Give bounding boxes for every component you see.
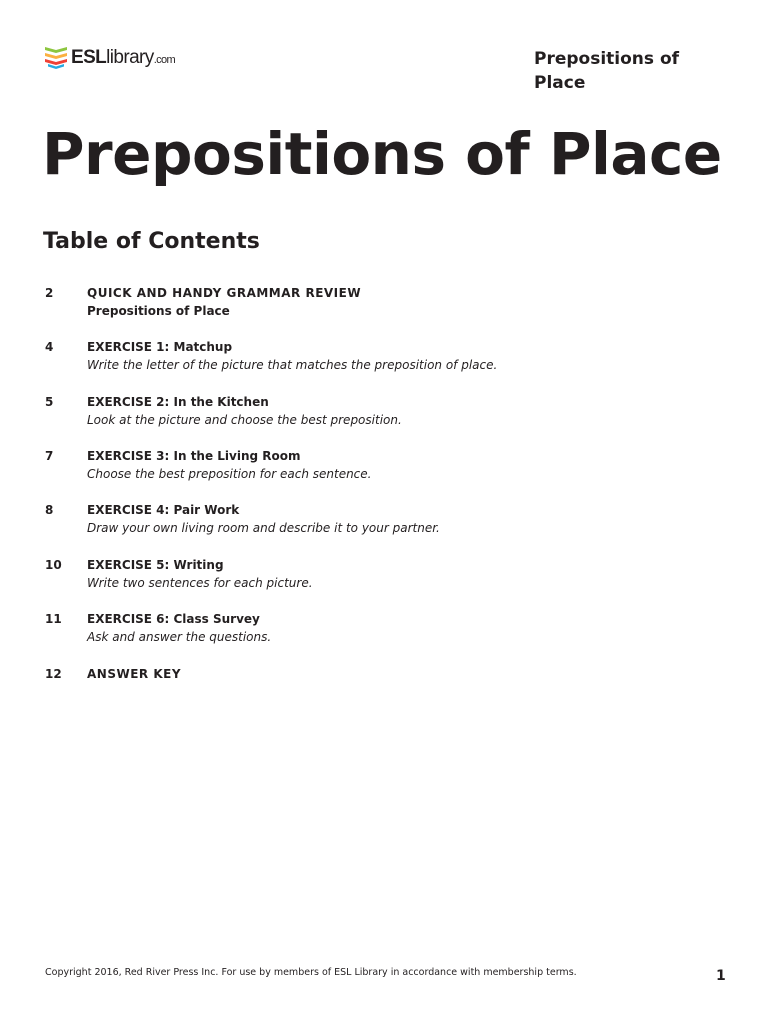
toc-entry-description: Choose the best preposition for each sentence. [87, 467, 372, 481]
header-title: Prepositions of Place [534, 49, 680, 93]
toc-page-number: 4 [45, 340, 54, 354]
logo-text-esl: ESL [71, 46, 107, 68]
toc-entry-label: EXERCISE 3: In the Living Room [87, 449, 301, 463]
toc-entry-label: ANSWER KEY [87, 667, 182, 681]
toc-entry-description: Write two sentences for each picture. [87, 576, 313, 590]
toc-entry-subtitle: Prepositions of Place [87, 304, 230, 318]
toc-entry-description: Look at the picture and choose the best preposition. [87, 413, 402, 427]
toc-entry-label: EXERCISE 1: Matchup [87, 340, 233, 354]
toc-entry-label: EXERCISE 2: In the Kitchen [87, 395, 269, 409]
page-number: 1 [716, 968, 726, 984]
toc-page-number: 12 [45, 667, 62, 681]
toc-page-number: 10 [45, 558, 62, 572]
toc-entry-description: Ask and answer the questions. [87, 630, 272, 644]
toc-entry-label: QUICK AND HANDY GRAMMAR REVIEW [87, 286, 362, 300]
page-title: Prepositions of Place [42, 120, 722, 188]
footer-copyright: Copyright 2016, Red River Press Inc. For use by members of ESL Library in accordance with membership terms. [45, 967, 577, 978]
logo-text-com: .com [153, 53, 176, 66]
toc-page-number: 5 [45, 395, 54, 409]
toc-entry-label: EXERCISE 4: Pair Work [87, 503, 240, 517]
toc-heading: Table of Contents [43, 229, 260, 254]
esl-library-logo [44, 44, 175, 70]
toc-page-number: 2 [45, 286, 54, 300]
toc-entry-description: Draw your own living room and describe it to your partner. [87, 521, 440, 535]
toc-page-number: 7 [45, 449, 54, 463]
logo-stacked-books-icon [44, 44, 68, 70]
toc-entry-label: EXERCISE 6: Class Survey [87, 612, 260, 626]
logo-text-library: library [106, 46, 154, 68]
toc-entry-description: Write the letter of the picture that matches the preposition of place. [87, 358, 498, 372]
toc-entry-label: EXERCISE 5: Writing [87, 558, 224, 572]
toc-page-number: 8 [45, 503, 54, 517]
toc-page-number: 11 [45, 612, 62, 626]
logo-wordmark [71, 48, 175, 67]
